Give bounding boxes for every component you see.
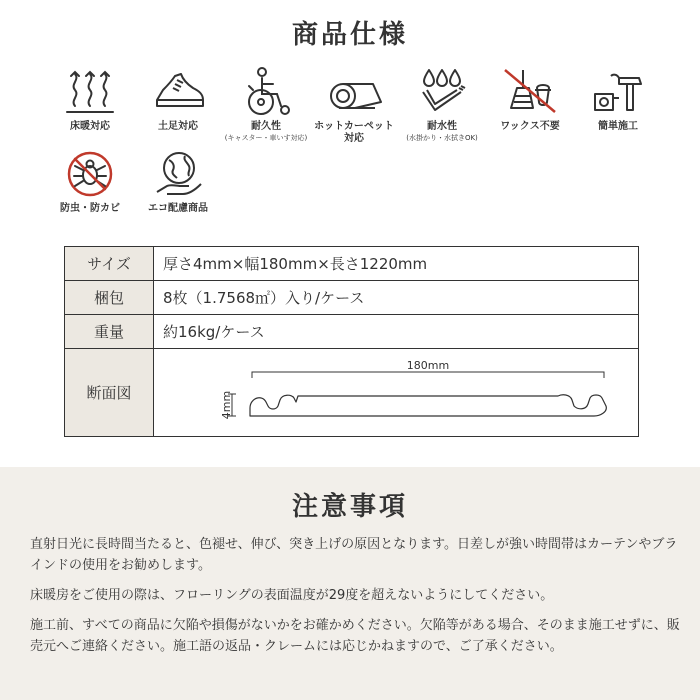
feature-label: ホットカーペット: [314, 121, 394, 132]
spec-title: 商品仕様: [291, 20, 408, 50]
spec-label: サイズ: [65, 247, 154, 281]
eco-globe-icon: [149, 148, 207, 200]
shoe-icon: [149, 66, 207, 118]
width-label: 180mm: [406, 358, 450, 372]
spec-label: 重量: [65, 315, 154, 349]
notice-item: 直射日光に長時間当たると、色褪せ、伸び、突き上げの原因となります。日差しが強い時間帯はカーテンやブラインドの使用をお勧めします。: [30, 537, 678, 573]
no-bug-icon: [61, 148, 119, 200]
spec-row-size: [65, 247, 639, 281]
feature-water: [398, 66, 486, 143]
notice-item: 床暖房をご使用の際は、フローリングの表面温度が29度を超えないようにしてください。: [30, 588, 554, 603]
spec-value: 厚さ4mm×幅180mm×長さ1220mm: [154, 247, 639, 281]
notice-title: 注意事項: [291, 492, 408, 522]
feature-wheelchair: [222, 66, 310, 143]
spec-value: 8枚（1.7568㎡）入り/ケース: [154, 281, 639, 315]
feature-eco: [134, 148, 222, 215]
spec-row-cross-section: [65, 349, 639, 437]
cross-section-diagram: [154, 350, 638, 436]
feature-tools: [574, 66, 662, 133]
spec-row-weight: [65, 315, 639, 349]
feature-sub: (水掛かり・水拭きOK): [406, 134, 478, 142]
spec-row-packing: [65, 281, 639, 315]
spec-label: 梱包: [65, 281, 154, 315]
feature-label-line2: 対応: [344, 133, 364, 144]
feature-label: 簡単施工: [598, 121, 638, 132]
spec-table: [64, 246, 639, 437]
feature-label: 耐水性: [427, 121, 457, 132]
feature-label: 床暖対応: [70, 121, 110, 132]
feature-shoe: [134, 66, 222, 133]
feature-no-wax: [486, 66, 574, 133]
wheelchair-icon: [237, 66, 295, 118]
feature-label: 耐久性: [251, 121, 281, 132]
feature-no-bug: [46, 148, 134, 215]
cross-section-cell: [154, 349, 639, 437]
feature-label: エコ配慮商品: [148, 203, 208, 214]
notice-list: [30, 534, 680, 666]
feature-label: 土足対応: [158, 121, 198, 132]
spec-value: 約16kg/ケース: [154, 315, 639, 349]
feature-hot-carpet: [310, 66, 398, 145]
water-resistant-icon: [413, 66, 471, 118]
notice-item: 施工前、すべての商品に欠陥や損傷がないかをお確かめください。欠陥等がある場合、そのまま施工せずに、販売元へご連絡ください。施工語の返品・クレームには応じかねますので、ご了承ください。: [30, 618, 680, 654]
tools-icon: [589, 66, 647, 118]
plank-profile: [250, 394, 606, 415]
hot-carpet-icon: [325, 66, 383, 118]
feature-sub: (キャスター・車いす対応): [224, 134, 308, 142]
no-wax-icon: [501, 66, 559, 118]
feature-label: ワックス不要: [500, 121, 560, 132]
spec-label: 断面図: [65, 349, 154, 437]
thickness-label: 4mm: [220, 390, 233, 419]
feature-label: 防虫・防カビ: [60, 203, 120, 214]
floor-heating-icon: [61, 66, 119, 118]
feature-floor-heating: [46, 66, 134, 133]
